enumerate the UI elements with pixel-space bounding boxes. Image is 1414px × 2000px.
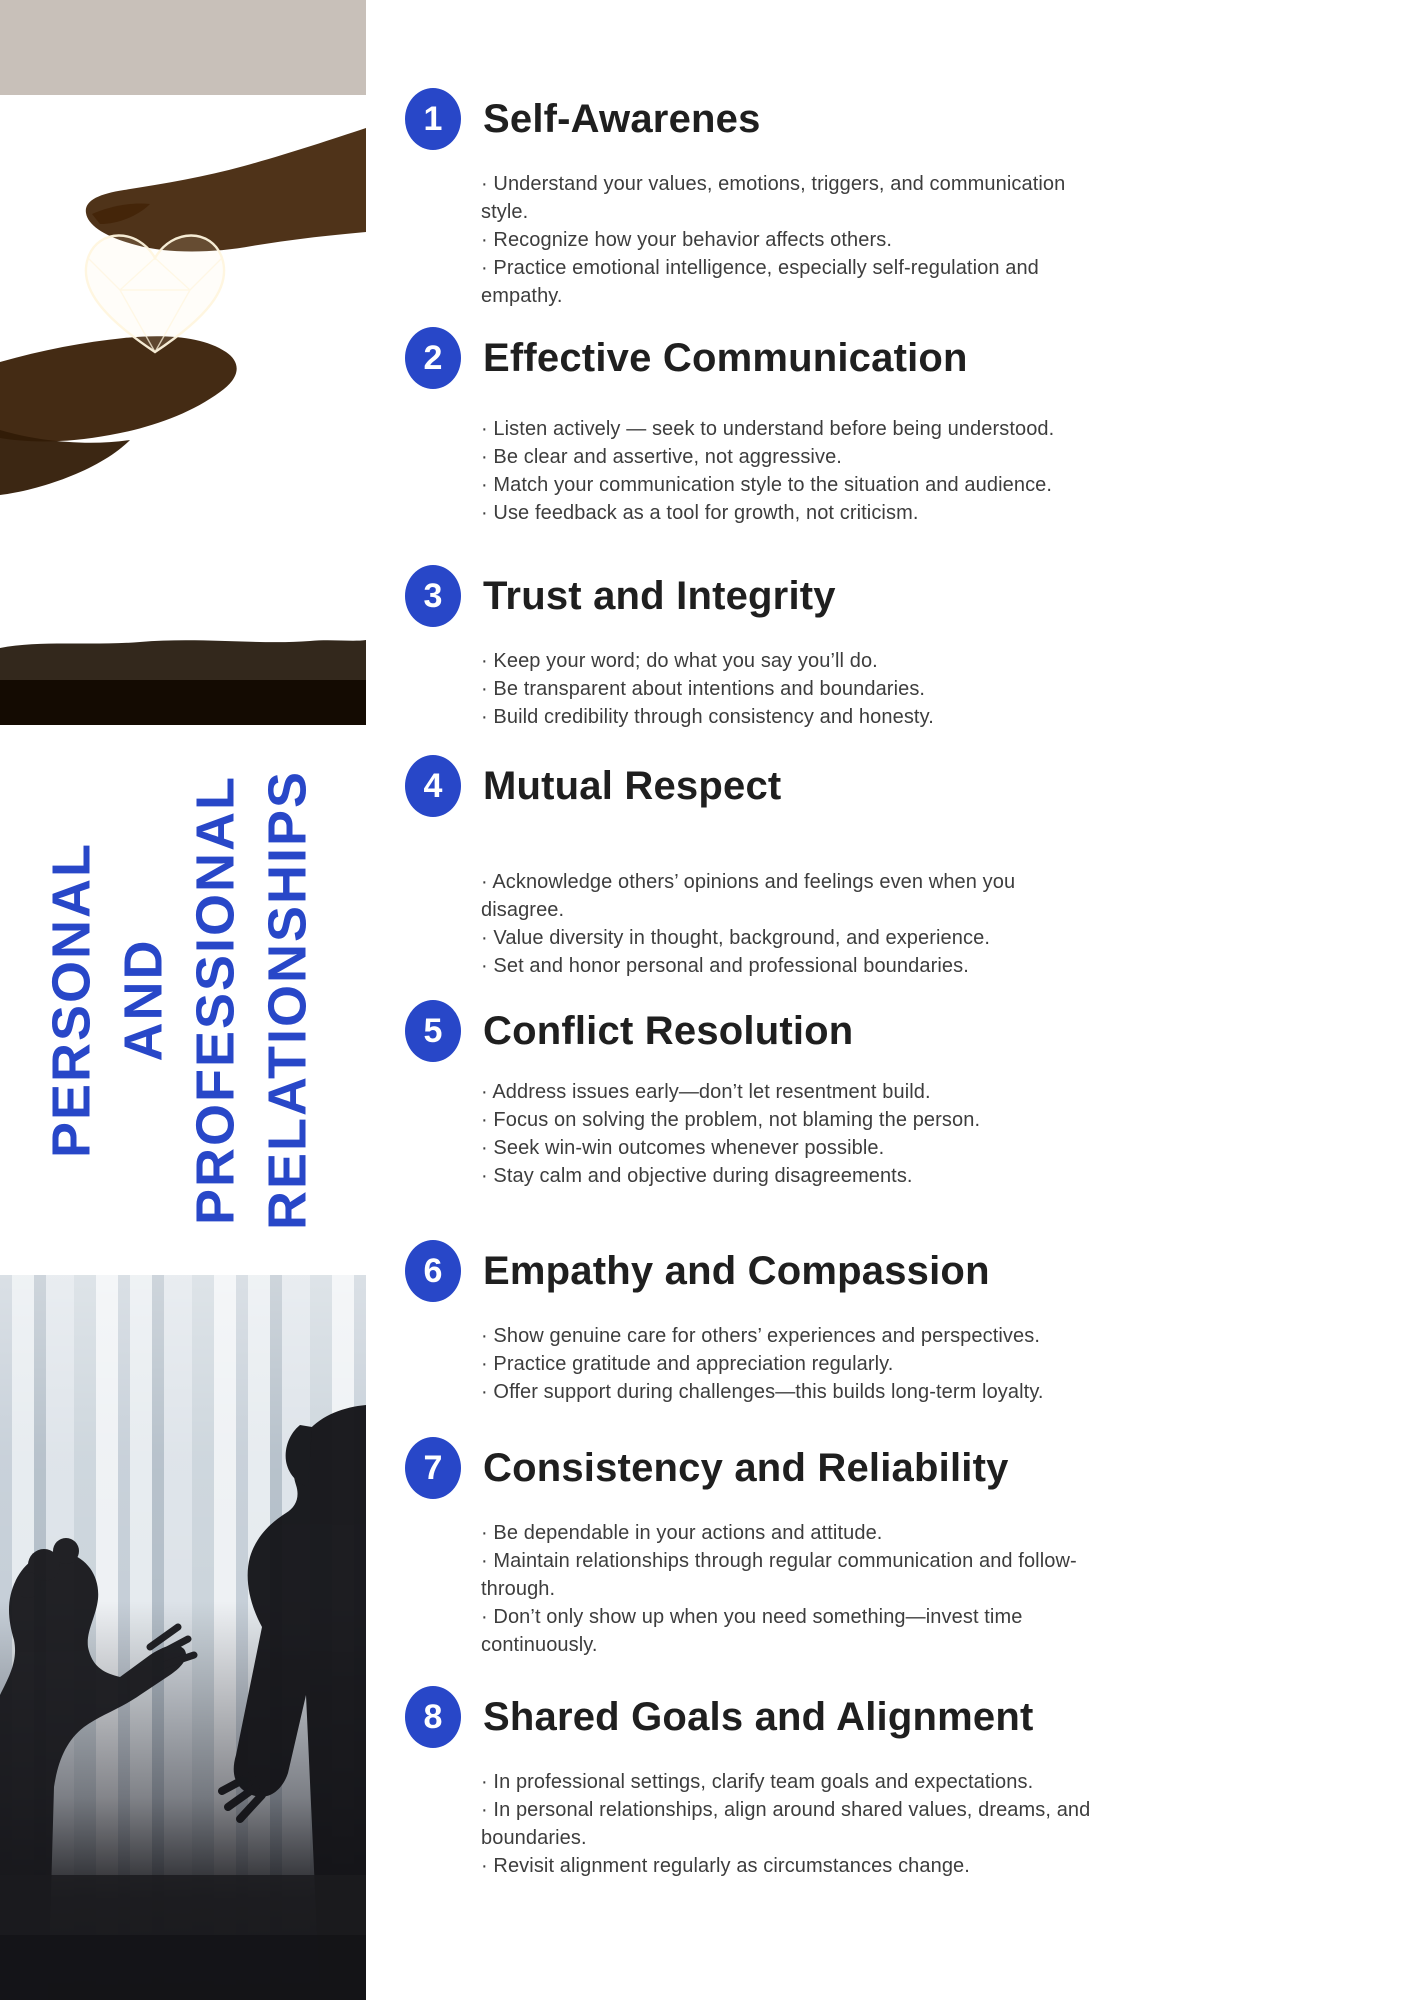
vertical-title-line: RELATIONSHIPS	[257, 769, 318, 1231]
vertical-title-line: AND	[113, 938, 174, 1062]
section-number-badge	[405, 1437, 461, 1499]
section-number-badge	[405, 565, 461, 627]
section-title: Shared Goals and Alignment	[483, 1694, 1034, 1739]
bullet-item: · Use feedback as a tool for growth, not criticism.	[481, 502, 919, 524]
bullet-item: · Recognize how your behavior affects others.	[481, 229, 893, 251]
section-2	[405, 327, 1345, 527]
bullet-item: · Understand your values, emotions, triggers, and communication style.	[481, 173, 1066, 223]
section-3	[405, 565, 1345, 731]
bullet-item: · Show genuine care for others’ experiences and perspectives.	[481, 1325, 1040, 1347]
section-number: 3	[423, 576, 443, 615]
conversation-silhouette-photo	[0, 1275, 366, 2000]
section-7	[405, 1437, 1345, 1659]
section-number-badge	[405, 755, 461, 817]
bullet-item: · Practice emotional intelligence, especially self-regulation and empathy.	[481, 257, 1039, 307]
section-bullets	[405, 868, 1101, 980]
section-bullets	[405, 1768, 1101, 1880]
bullet-item: · Listen actively — seek to understand before being understood.	[481, 418, 1055, 440]
bullet-item: · Maintain relationships through regular communication and follow-through.	[481, 1550, 1077, 1600]
bullet-item: · Be transparent about intentions and boundaries.	[481, 678, 926, 700]
bullet-item: · Acknowledge others’ opinions and feelings even when you disagree.	[481, 871, 1016, 921]
section-number: 1	[423, 99, 443, 138]
section-number-badge	[405, 88, 461, 150]
bullet-item: · Be dependable in your actions and attitude.	[481, 1522, 883, 1544]
section-title: Self-Awarenes	[483, 96, 761, 141]
vertical-title-line: PROFESSIONAL	[185, 774, 246, 1226]
section-4	[405, 755, 1345, 980]
section-number: 4	[423, 766, 443, 805]
section-number-badge	[405, 1240, 461, 1302]
bullet-item: · Stay calm and objective during disagreements.	[481, 1165, 913, 1187]
section-bullets	[405, 1078, 1101, 1190]
section-number: 6	[423, 1251, 443, 1290]
bullet-item: · Focus on solving the problem, not blaming the person.	[481, 1109, 981, 1131]
section-6	[405, 1240, 1345, 1406]
section-1	[405, 88, 1345, 310]
bullet-item: · Keep your word; do what you say you’ll do.	[481, 650, 878, 672]
section-number: 8	[423, 1697, 443, 1736]
section-bullets	[405, 170, 1101, 310]
bullet-item: · Don’t only show up when you need something—invest time continuously.	[481, 1606, 1023, 1656]
bullet-item: · Build credibility through consistency and honesty.	[481, 706, 934, 728]
vertical-title-line: PERSONAL	[41, 841, 102, 1159]
bullet-item: · In personal relationships, align around shared values, dreams, and boundaries.	[481, 1799, 1091, 1849]
vertical-page-title	[35, 726, 325, 1275]
bullet-item: · In professional settings, clarify team goals and expectations.	[481, 1771, 1034, 1793]
bullet-item: · Seek win-win outcomes whenever possible.	[481, 1137, 885, 1159]
section-number-badge	[405, 1000, 461, 1062]
bullet-item: · Set and honor personal and professional boundaries.	[481, 955, 969, 977]
sunset-photo-art	[0, 0, 366, 725]
silhouette-photo-art	[0, 1275, 366, 2000]
section-number: 2	[423, 338, 443, 377]
bullet-item: · Value diversity in thought, background, and experience.	[481, 927, 990, 949]
section-title: Conflict Resolution	[483, 1008, 854, 1053]
bullet-item: · Offer support during challenges—this builds long-term loyalty.	[481, 1381, 1044, 1403]
section-5	[405, 1000, 1345, 1190]
bullet-item: · Address issues early—don’t let resentment build.	[481, 1081, 931, 1103]
section-bullets	[405, 1322, 1101, 1406]
bullet-item: · Revisit alignment regularly as circumstances change.	[481, 1855, 970, 1877]
section-title: Effective Communication	[483, 335, 968, 380]
section-title: Consistency and Reliability	[483, 1445, 1009, 1490]
sunset-hands-heart-photo	[0, 0, 366, 725]
section-8	[405, 1686, 1345, 1880]
section-bullets	[405, 415, 1101, 527]
bullet-item: · Be clear and assertive, not aggressive.	[481, 446, 842, 468]
bullet-item: · Practice gratitude and appreciation regularly.	[481, 1353, 894, 1375]
bullet-item: · Match your communication style to the situation and audience.	[481, 474, 1053, 496]
section-number-badge	[405, 327, 461, 389]
section-number: 5	[423, 1011, 443, 1050]
section-title: Empathy and Compassion	[483, 1248, 990, 1293]
section-title: Mutual Respect	[483, 763, 782, 808]
section-bullets	[405, 1519, 1101, 1659]
section-number: 7	[423, 1448, 443, 1487]
section-title: Trust and Integrity	[483, 573, 836, 618]
section-number-badge	[405, 1686, 461, 1748]
section-bullets	[405, 647, 1101, 731]
